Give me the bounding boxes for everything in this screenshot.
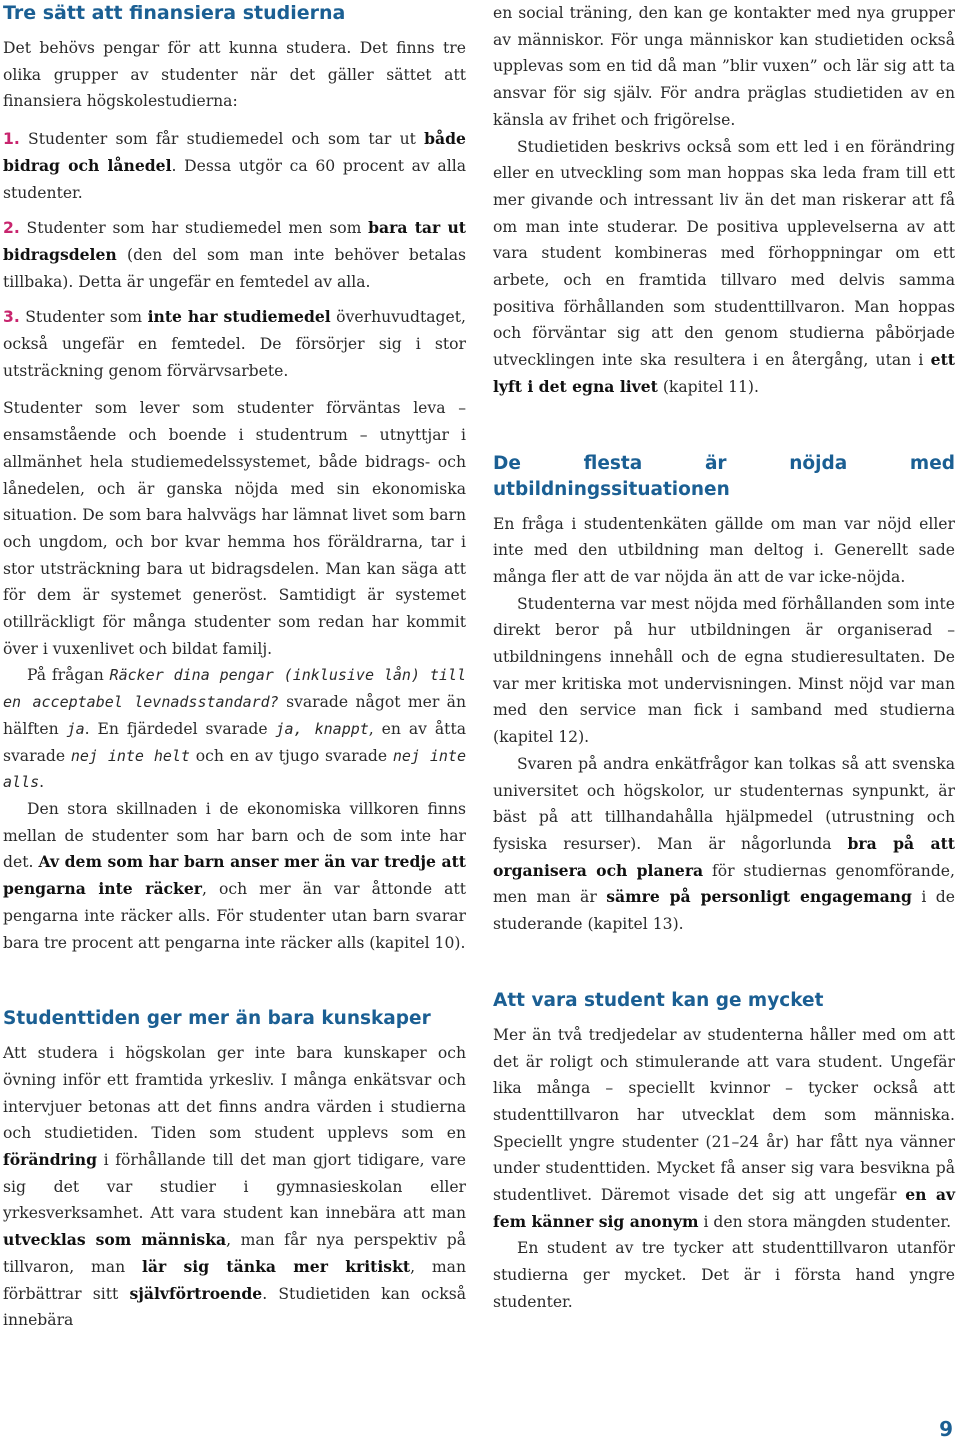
paragraph-study-values: Att studera i högskolan ger inte bara kunskaper och övning inför ett framtida yrkesliv. I många enkätsvar och intervjuer betonas att det finns andra värden i studierna och studietiden. Tiden som student upplevs som en förändring i förhållande till det man gjort tidigare, vare sig det var studier i gymnasieskolan eller yrkesverksamhet. Att vara student kan innebära att man utvecklas som människa, man får nya perspektiv på tillvaron, man lär sig tänka mer kritiskt, man förbättrar sitt självförtroende. Studietiden kan också innebära xyxy=(3,1044,466,1330)
paragraph-survey-satisfaction: En fråga i studentenkäten gällde om man var nöjd eller inte med den utbildning man deltog i. Generellt sade många fler att de var nöjda än att de var icke-nöjda. xyxy=(493,514,955,586)
list-item-2: 2. Studenter som har studiemedel men som bara tar ut bidragsdelen (den del som man inte behöver betalas tillbaka). Detta är ungefär en femtedel av alla. xyxy=(3,218,466,291)
left-column xyxy=(3,0,466,1334)
paragraph-two-thirds: Mer än två tredjedelar av studenterna håller med om att det är roligt och stimulerande att vara student. Ungefär lika många – speciellt kvinnor – tycker också att studenttillvaron har utvecklat dem som människa. Speciellt yngre studenter (21–24 år) har fått nya vänner under studenttiden. Mycket få anser sig vara besvikna på studentlivet. Däremot visade det sig att ungefär en av fem känner sig anonym i den stora mängden studenter. xyxy=(493,1025,955,1231)
paragraph-study-time-change: Studietiden beskrivs också som ett led i en förändring eller en utveckling som man hoppas ska leda fram till ett mer givande och intressant liv än det man riskerar att få om man inte studerar. De positiva upplevelserna av att vara student kombineras med förhoppningar om ett arbete, och en framtida tillvaro med delvis samma positiva förhållanden som studenttillvaron. Man hoppas och förväntar sig att den genom studierna påbörjade utvecklingen inte ska resultera i en återgång, utan i ett lyft i det egna livet (kapitel 11). xyxy=(493,137,955,396)
list-number-2: 2. xyxy=(3,219,20,238)
list-number-1: 1. xyxy=(3,130,20,149)
section-heading-satisfied: De flesta är nöjda med utbildningssituationen xyxy=(493,452,955,500)
intro-paragraph: Det behövs pengar för att kunna studera. Det finns tre olika grupper av studenter när det gäller sättet att finansiera högskolestudierna: xyxy=(3,39,466,111)
list-item-3: 3. Studenter som inte har studiemedel överhuvudtaget, också ungefär en femtedel. De försörjer sig i stor utsträckning genom förvärvsarbete. xyxy=(3,307,466,380)
paragraph-economic-differences: Den stora skillnaden i de ekonomiska villkoren finns mellan de studenter som har barn och de som inte har det. Av dem som har barn anser mer än var tredje att pengarna inte räcker, och mer än var åttonde att pengarna inte räcker alls. För studenter utan barn svarar bara tre procent att pengarna inte räcker alls (kapitel 10). xyxy=(3,799,467,952)
list-item-1: 1. Studenter som får studiemedel och som tar ut både bidrag och lånedel. Dessa utgör ca 60 procent av alla studenter. xyxy=(3,129,466,202)
section-title-financing: Tre sätt att finansiera studierna xyxy=(3,2,346,24)
paragraph-one-in-three: En student av tre tycker att studenttillvaron utanför studierna ger mycket. Det är i första hand yngre studenter. xyxy=(493,1239,955,1311)
paragraph-other-answers: Svaren på andra enkätfrågor kan tolkas så att svenska universitet och högskolor, ur studenternas synpunkt, är bäst på att tillhandahålla hjälpmedel (utrustning och fysiska resurser). Man är någorlunda bra på att organisera och planera för studiernas genomförande, men man är sämre på personligt engagemang i de studerande (kapitel 13). xyxy=(493,754,955,934)
list-number-3: 3. xyxy=(3,308,20,327)
page-number: 9 xyxy=(939,1417,953,1441)
section-heading-student-gives-much: Att vara student kan ge mycket xyxy=(493,989,824,1011)
paragraph-social-training: en social träning, den kan ge kontakter med nya grupper av människor. För unga människor kan studietiden också upplevas som en tid då man ”blir vuxen” och lär sig att ta ansvar för sig själv. För andra präglas studietiden av en känsla av frihet och frigörelse. xyxy=(493,4,955,129)
paragraph-living-as-students: Studenter som lever som studenter förväntas leva – ensamstående och boende i studentrum – utnyttjar i allmänhet hela studiemedelssystemet, både bidrags- och lånedelen, och är ganska nöjda med sin ekonomiska situation. De som bara halvvägs har lämnat livet som barn och ungdom, och bor kvar hemma hos föräldrarna, tar i stor utsträckning bara ut bidragsdelen. Man kan säga att för dem är systemet generöst. Samtidigt är systemet otillräckligt för många studenter som redan har kommit över i vuxenlivet och bildat familj. xyxy=(3,399,466,658)
paragraph-survey-question: På frågan Räcker dina pengar (inklusive lån) till en acceptabel levnadsstandard? svarade något mer än hälften ja. En fjärdedel svarade ja, knappt, en av åtta svarade nej inte helt och en av tjugo svarade nej inte alls. xyxy=(3,666,467,792)
paragraph-most-satisfied: Studenterna var mest nöjda med förhållanden som inte direkt beror på hur utbildningen är organiserad – utbildningens innehåll och de egna studieresultaten. De var mer kritiska mot undervisningen. Minst nöjd var man med den service man fick i samband med studierna (kapitel 12). xyxy=(493,594,955,747)
right-column xyxy=(493,0,955,1316)
section-heading-more-than-knowledge: Studenttiden ger mer än bara kunskaper xyxy=(3,1008,431,1030)
